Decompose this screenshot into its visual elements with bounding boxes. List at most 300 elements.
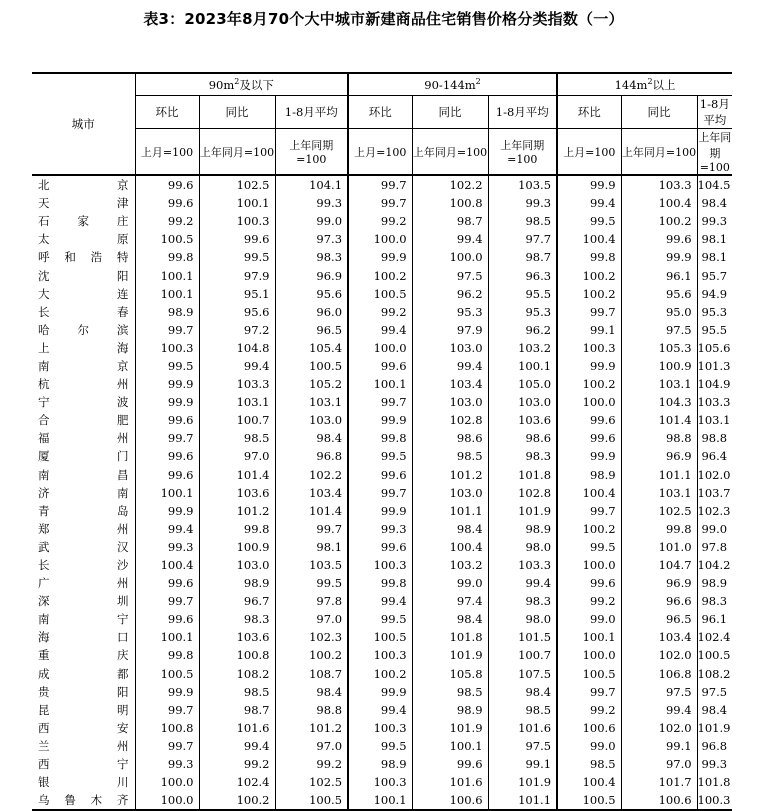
- value-cell: 98.1: [697, 230, 732, 248]
- value-cell: 99.9: [348, 683, 412, 701]
- value-cell: 98.3: [697, 592, 732, 610]
- value-cell: 102.8: [488, 484, 557, 502]
- value-cell: 99.5: [348, 737, 412, 755]
- value-cell: 99.4: [348, 592, 412, 610]
- table-row: [32, 701, 732, 719]
- value-cell: 100.5: [697, 646, 732, 664]
- value-cell: 106.8: [621, 665, 697, 683]
- value-cell: 98.5: [488, 212, 557, 230]
- value-cell: 101.9: [488, 773, 557, 791]
- table-row: [32, 466, 732, 484]
- value-cell: 100.2: [557, 266, 621, 284]
- value-cell: 103.3: [199, 375, 275, 393]
- city-cell: 合肥: [38, 413, 129, 428]
- value-cell: 103.0: [412, 393, 488, 411]
- table-row: [32, 266, 732, 284]
- sub-header-144-above-1: 同比: [621, 96, 697, 129]
- base-header-row: [32, 129, 732, 176]
- table-row: [32, 194, 732, 212]
- value-cell: 98.3: [275, 248, 348, 266]
- value-cell: 100.5: [275, 791, 348, 810]
- city-cell: 青岛: [38, 503, 129, 518]
- value-cell: 96.3: [488, 266, 557, 284]
- value-cell: 98.4: [412, 610, 488, 628]
- value-cell: 105.3: [621, 339, 697, 357]
- value-cell: 101.8: [412, 628, 488, 646]
- value-cell: 99.9: [621, 248, 697, 266]
- value-cell: 98.8: [697, 429, 732, 447]
- base-header-144-above-2: 上年同期=100: [697, 129, 732, 176]
- value-cell: 98.4: [275, 683, 348, 701]
- value-cell: 101.0: [621, 538, 697, 556]
- value-cell: 99.5: [557, 538, 621, 556]
- value-cell: 99.3: [488, 194, 557, 212]
- value-cell: 100.5: [348, 285, 412, 303]
- value-cell: 97.9: [199, 266, 275, 284]
- city-cell: 乌鲁木齐: [32, 791, 135, 810]
- value-cell: 98.9: [488, 520, 557, 538]
- table-row: [32, 791, 732, 810]
- city-cell: 沈阳: [38, 268, 129, 283]
- value-cell: 105.2: [275, 375, 348, 393]
- value-cell: 104.2: [697, 556, 732, 574]
- city-cell: 大连: [38, 286, 129, 301]
- value-cell: 99.4: [348, 321, 412, 339]
- city-cell: 昆明: [38, 702, 129, 717]
- value-cell: 100.4: [621, 194, 697, 212]
- table-row: [32, 175, 732, 194]
- table-row: [32, 484, 732, 502]
- value-cell: 99.8: [348, 429, 412, 447]
- value-cell: 102.5: [621, 502, 697, 520]
- value-cell: 99.8: [557, 248, 621, 266]
- value-cell: 100.3: [348, 719, 412, 737]
- value-cell: 99.7: [348, 484, 412, 502]
- value-cell: 95.1: [199, 285, 275, 303]
- table-row: [32, 574, 732, 592]
- city-cell: 哈尔滨: [38, 322, 129, 337]
- value-cell: 95.3: [697, 303, 732, 321]
- value-cell: 98.3: [199, 610, 275, 628]
- base-header-90-144-0: 上月=100: [348, 129, 412, 176]
- table-row: [32, 429, 732, 447]
- value-cell: 99.9: [557, 447, 621, 465]
- value-cell: 100.3: [135, 339, 199, 357]
- value-cell: 98.6: [488, 429, 557, 447]
- value-cell: 99.3: [697, 755, 732, 773]
- value-cell: 99.6: [557, 411, 621, 429]
- value-cell: 99.9: [135, 393, 199, 411]
- value-cell: 99.4: [348, 701, 412, 719]
- value-cell: 107.5: [488, 665, 557, 683]
- value-cell: 100.2: [275, 646, 348, 664]
- value-cell: 99.6: [557, 429, 621, 447]
- value-cell: 97.4: [412, 592, 488, 610]
- value-cell: 100.0: [135, 791, 199, 810]
- value-cell: 100.2: [557, 285, 621, 303]
- table-row: [32, 285, 732, 303]
- value-cell: 99.8: [135, 248, 199, 266]
- value-cell: 97.0: [275, 737, 348, 755]
- value-cell: 100.2: [557, 520, 621, 538]
- value-cell: 99.6: [135, 466, 199, 484]
- value-cell: 100.8: [199, 646, 275, 664]
- value-cell: 96.9: [275, 266, 348, 284]
- value-cell: 95.3: [488, 303, 557, 321]
- table-row: [32, 375, 732, 393]
- value-cell: 101.1: [412, 502, 488, 520]
- value-cell: 99.7: [135, 429, 199, 447]
- value-cell: 100.7: [199, 411, 275, 429]
- city-cell: 厦门: [38, 449, 129, 464]
- table-row: [32, 592, 732, 610]
- value-cell: 98.4: [412, 520, 488, 538]
- city-cell: 杭州: [38, 377, 129, 392]
- value-cell: 103.3: [697, 393, 732, 411]
- value-cell: 99.2: [275, 755, 348, 773]
- value-cell: 96.0: [275, 303, 348, 321]
- value-cell: 100.4: [135, 556, 199, 574]
- value-cell: 99.2: [348, 212, 412, 230]
- value-cell: 99.6: [557, 574, 621, 592]
- value-cell: 96.9: [621, 447, 697, 465]
- value-cell: 105.6: [697, 339, 732, 357]
- table-row: [32, 411, 732, 429]
- sub-header-90-below-2: 1-8月平均: [275, 96, 348, 129]
- value-cell: 99.8: [621, 520, 697, 538]
- value-cell: 95.6: [199, 303, 275, 321]
- value-cell: 100.3: [348, 773, 412, 791]
- value-cell: 100.2: [621, 212, 697, 230]
- value-cell: 101.6: [412, 773, 488, 791]
- value-cell: 99.9: [135, 683, 199, 701]
- sub-header-90-144-2: 1-8月平均: [488, 96, 557, 129]
- value-cell: 99.7: [348, 393, 412, 411]
- table-row: [32, 393, 732, 411]
- value-cell: 96.9: [621, 574, 697, 592]
- value-cell: 102.3: [697, 502, 732, 520]
- sub-header-144-above-0: 环比: [557, 96, 621, 129]
- value-cell: 100.5: [557, 791, 621, 810]
- city-cell: 海口: [38, 630, 129, 645]
- value-cell: 103.6: [488, 411, 557, 429]
- value-cell: 99.2: [348, 303, 412, 321]
- value-cell: 103.6: [199, 628, 275, 646]
- value-cell: 102.2: [275, 466, 348, 484]
- table-row: [32, 646, 732, 664]
- value-cell: 99.5: [348, 610, 412, 628]
- value-cell: 98.4: [697, 701, 732, 719]
- value-cell: 100.0: [348, 230, 412, 248]
- value-cell: 99.6: [135, 411, 199, 429]
- table-row: [32, 520, 732, 538]
- value-cell: 108.7: [275, 665, 348, 683]
- group-header-90-144: $90-144m^2$: [348, 73, 557, 96]
- value-cell: 100.1: [135, 266, 199, 284]
- value-cell: 99.2: [199, 755, 275, 773]
- city-cell: 长沙: [38, 558, 129, 573]
- value-cell: 99.3: [275, 194, 348, 212]
- value-cell: 100.1: [135, 628, 199, 646]
- table-row: [32, 737, 732, 755]
- value-cell: 102.2: [412, 175, 488, 194]
- city-cell: 北京: [38, 178, 129, 193]
- value-cell: 99.7: [135, 321, 199, 339]
- value-cell: 99.2: [557, 701, 621, 719]
- value-cell: 98.1: [275, 538, 348, 556]
- value-cell: 101.4: [621, 411, 697, 429]
- value-cell: 99.9: [348, 248, 412, 266]
- value-cell: 103.5: [488, 175, 557, 194]
- value-cell: 99.6: [348, 538, 412, 556]
- group-header-90-below: $90m^2$及以下: [135, 73, 348, 96]
- value-cell: 98.8: [275, 701, 348, 719]
- value-cell: 103.3: [621, 175, 697, 194]
- value-cell: 101.8: [488, 466, 557, 484]
- value-cell: 102.8: [412, 411, 488, 429]
- value-cell: 99.6: [135, 447, 199, 465]
- value-cell: 96.8: [275, 447, 348, 465]
- value-cell: 99.3: [135, 755, 199, 773]
- value-cell: 99.5: [275, 574, 348, 592]
- value-cell: 99.2: [135, 212, 199, 230]
- value-cell: 99.7: [557, 502, 621, 520]
- value-cell: 99.9: [135, 502, 199, 520]
- value-cell: 100.2: [348, 266, 412, 284]
- city-cell: 广州: [38, 576, 129, 591]
- value-cell: 98.5: [412, 447, 488, 465]
- table-row: [32, 755, 732, 773]
- value-cell: 101.8: [697, 773, 732, 791]
- value-cell: 99.4: [199, 357, 275, 375]
- value-cell: 100.6: [557, 719, 621, 737]
- sub-header-144-above-2: 1-8月平均: [697, 96, 732, 129]
- value-cell: 98.6: [412, 429, 488, 447]
- value-cell: 99.9: [135, 375, 199, 393]
- value-cell: 103.5: [275, 556, 348, 574]
- value-cell: 99.1: [621, 737, 697, 755]
- value-cell: 104.1: [275, 175, 348, 194]
- city-cell: 石家庄: [38, 214, 129, 229]
- table-title: 表3：2023年8月70个大中城市新建商品住宅销售价格分类指数（一）: [143, 10, 624, 28]
- value-cell: 101.9: [697, 719, 732, 737]
- table-row: [32, 683, 732, 701]
- value-cell: 103.4: [412, 375, 488, 393]
- city-cell: 西宁: [38, 757, 129, 772]
- value-cell: 98.5: [199, 683, 275, 701]
- city-cell: 西安: [38, 720, 129, 735]
- table-row: [32, 230, 732, 248]
- value-cell: 100.1: [348, 375, 412, 393]
- value-cell: 99.4: [488, 574, 557, 592]
- city-cell: 上海: [38, 340, 129, 355]
- sub-header-row: [32, 96, 732, 129]
- value-cell: 99.5: [199, 248, 275, 266]
- value-cell: 100.1: [199, 194, 275, 212]
- sub-header-90-below-0: 环比: [135, 96, 199, 129]
- value-cell: 99.6: [135, 610, 199, 628]
- city-cell: 武汉: [38, 539, 129, 554]
- value-cell: 99.6: [348, 466, 412, 484]
- value-cell: 100.1: [348, 791, 412, 810]
- group-header-144-above: $144m^2$以上: [557, 73, 732, 96]
- value-cell: 98.7: [488, 248, 557, 266]
- table-row: [32, 303, 732, 321]
- value-cell: 99.4: [135, 520, 199, 538]
- value-cell: 99.1: [557, 321, 621, 339]
- value-cell: 98.4: [488, 683, 557, 701]
- value-cell: 96.1: [697, 610, 732, 628]
- value-cell: 100.5: [275, 357, 348, 375]
- value-cell: 99.9: [557, 175, 621, 194]
- value-cell: 102.3: [275, 628, 348, 646]
- value-cell: 96.8: [697, 737, 732, 755]
- value-cell: 102.0: [621, 719, 697, 737]
- value-cell: 103.1: [199, 393, 275, 411]
- value-cell: 97.8: [697, 538, 732, 556]
- table-wrapper: [32, 72, 732, 811]
- value-cell: 99.4: [557, 194, 621, 212]
- value-cell: 97.0: [621, 755, 697, 773]
- value-cell: 98.9: [348, 755, 412, 773]
- value-cell: 100.5: [135, 230, 199, 248]
- table-row: [32, 357, 732, 375]
- value-cell: 100.0: [557, 393, 621, 411]
- value-cell: 99.6: [135, 194, 199, 212]
- city-cell: 成都: [38, 666, 129, 681]
- city-cell: 兰州: [38, 738, 129, 753]
- value-cell: 100.3: [199, 212, 275, 230]
- value-cell: 96.2: [412, 285, 488, 303]
- value-cell: 102.0: [697, 466, 732, 484]
- value-cell: 101.2: [412, 466, 488, 484]
- table-row: [32, 212, 732, 230]
- value-cell: 100.4: [557, 484, 621, 502]
- value-cell: 97.2: [199, 321, 275, 339]
- value-cell: 98.9: [697, 574, 732, 592]
- city-cell: 深圳: [38, 594, 129, 609]
- table-row: [32, 773, 732, 791]
- base-header-90-below-1: 上年同月=100: [199, 129, 275, 176]
- value-cell: 97.5: [621, 683, 697, 701]
- value-cell: 100.4: [557, 230, 621, 248]
- value-cell: 98.5: [412, 683, 488, 701]
- city-cell: 南昌: [38, 467, 129, 482]
- value-cell: 103.0: [199, 556, 275, 574]
- value-cell: 96.6: [621, 592, 697, 610]
- value-cell: 97.3: [275, 230, 348, 248]
- value-cell: 99.7: [135, 701, 199, 719]
- value-cell: 103.1: [697, 411, 732, 429]
- table-row: [32, 248, 732, 266]
- value-cell: 103.6: [199, 484, 275, 502]
- value-cell: 100.6: [621, 791, 697, 810]
- value-cell: 99.7: [557, 303, 621, 321]
- value-cell: 103.3: [488, 556, 557, 574]
- value-cell: 101.7: [621, 773, 697, 791]
- value-cell: 100.8: [135, 719, 199, 737]
- base-header-90-144-2: 上年同期=100: [488, 129, 557, 176]
- table-row: [32, 628, 732, 646]
- value-cell: 103.7: [697, 484, 732, 502]
- value-cell: 103.4: [275, 484, 348, 502]
- value-cell: 100.0: [348, 339, 412, 357]
- value-cell: 98.4: [275, 429, 348, 447]
- value-cell: 104.3: [621, 393, 697, 411]
- value-cell: 99.7: [348, 194, 412, 212]
- value-cell: 99.7: [275, 520, 348, 538]
- value-cell: 101.4: [199, 466, 275, 484]
- value-cell: 98.0: [488, 538, 557, 556]
- value-cell: 105.0: [488, 375, 557, 393]
- value-cell: 100.5: [557, 665, 621, 683]
- value-cell: 100.7: [488, 646, 557, 664]
- value-cell: 103.0: [412, 484, 488, 502]
- value-cell: 94.9: [697, 285, 732, 303]
- value-cell: 99.2: [557, 592, 621, 610]
- value-cell: 99.7: [557, 683, 621, 701]
- value-cell: 99.4: [412, 357, 488, 375]
- value-cell: 98.1: [697, 248, 732, 266]
- price-index-table: [32, 72, 732, 811]
- value-cell: 99.1: [488, 755, 557, 773]
- value-cell: 100.0: [557, 556, 621, 574]
- value-cell: 103.0: [488, 393, 557, 411]
- value-cell: 99.0: [557, 610, 621, 628]
- value-cell: 103.0: [412, 339, 488, 357]
- value-cell: 103.2: [488, 339, 557, 357]
- value-cell: 97.0: [275, 610, 348, 628]
- sub-header-90-144-1: 同比: [412, 96, 488, 129]
- value-cell: 103.0: [275, 411, 348, 429]
- value-cell: 100.6: [412, 791, 488, 810]
- value-cell: 99.5: [557, 212, 621, 230]
- city-cell: 银川: [38, 775, 129, 790]
- value-cell: 99.0: [697, 520, 732, 538]
- value-cell: 98.7: [412, 212, 488, 230]
- value-cell: 100.0: [135, 773, 199, 791]
- value-cell: 99.7: [348, 175, 412, 194]
- city-cell: 南宁: [38, 612, 129, 627]
- value-cell: 99.4: [412, 230, 488, 248]
- value-cell: 97.7: [488, 230, 557, 248]
- value-cell: 108.2: [199, 665, 275, 683]
- value-cell: 99.0: [412, 574, 488, 592]
- value-cell: 95.5: [697, 321, 732, 339]
- sub-header-90-144-0: 环比: [348, 96, 412, 129]
- value-cell: 103.1: [621, 484, 697, 502]
- table-row: [32, 321, 732, 339]
- value-cell: 100.3: [557, 339, 621, 357]
- value-cell: 100.2: [199, 791, 275, 810]
- value-cell: 101.1: [621, 466, 697, 484]
- sub-header-90-below-1: 同比: [199, 96, 275, 129]
- value-cell: 98.4: [697, 194, 732, 212]
- table-row: [32, 556, 732, 574]
- value-cell: 99.3: [135, 538, 199, 556]
- value-cell: 101.5: [488, 628, 557, 646]
- value-cell: 99.4: [621, 701, 697, 719]
- value-cell: 99.0: [275, 212, 348, 230]
- value-cell: 101.2: [199, 502, 275, 520]
- value-cell: 100.1: [135, 484, 199, 502]
- city-cell: 福州: [38, 431, 129, 446]
- value-cell: 103.1: [621, 375, 697, 393]
- value-cell: 98.9: [135, 303, 199, 321]
- value-cell: 100.4: [557, 773, 621, 791]
- value-cell: 99.5: [135, 357, 199, 375]
- value-cell: 104.9: [697, 375, 732, 393]
